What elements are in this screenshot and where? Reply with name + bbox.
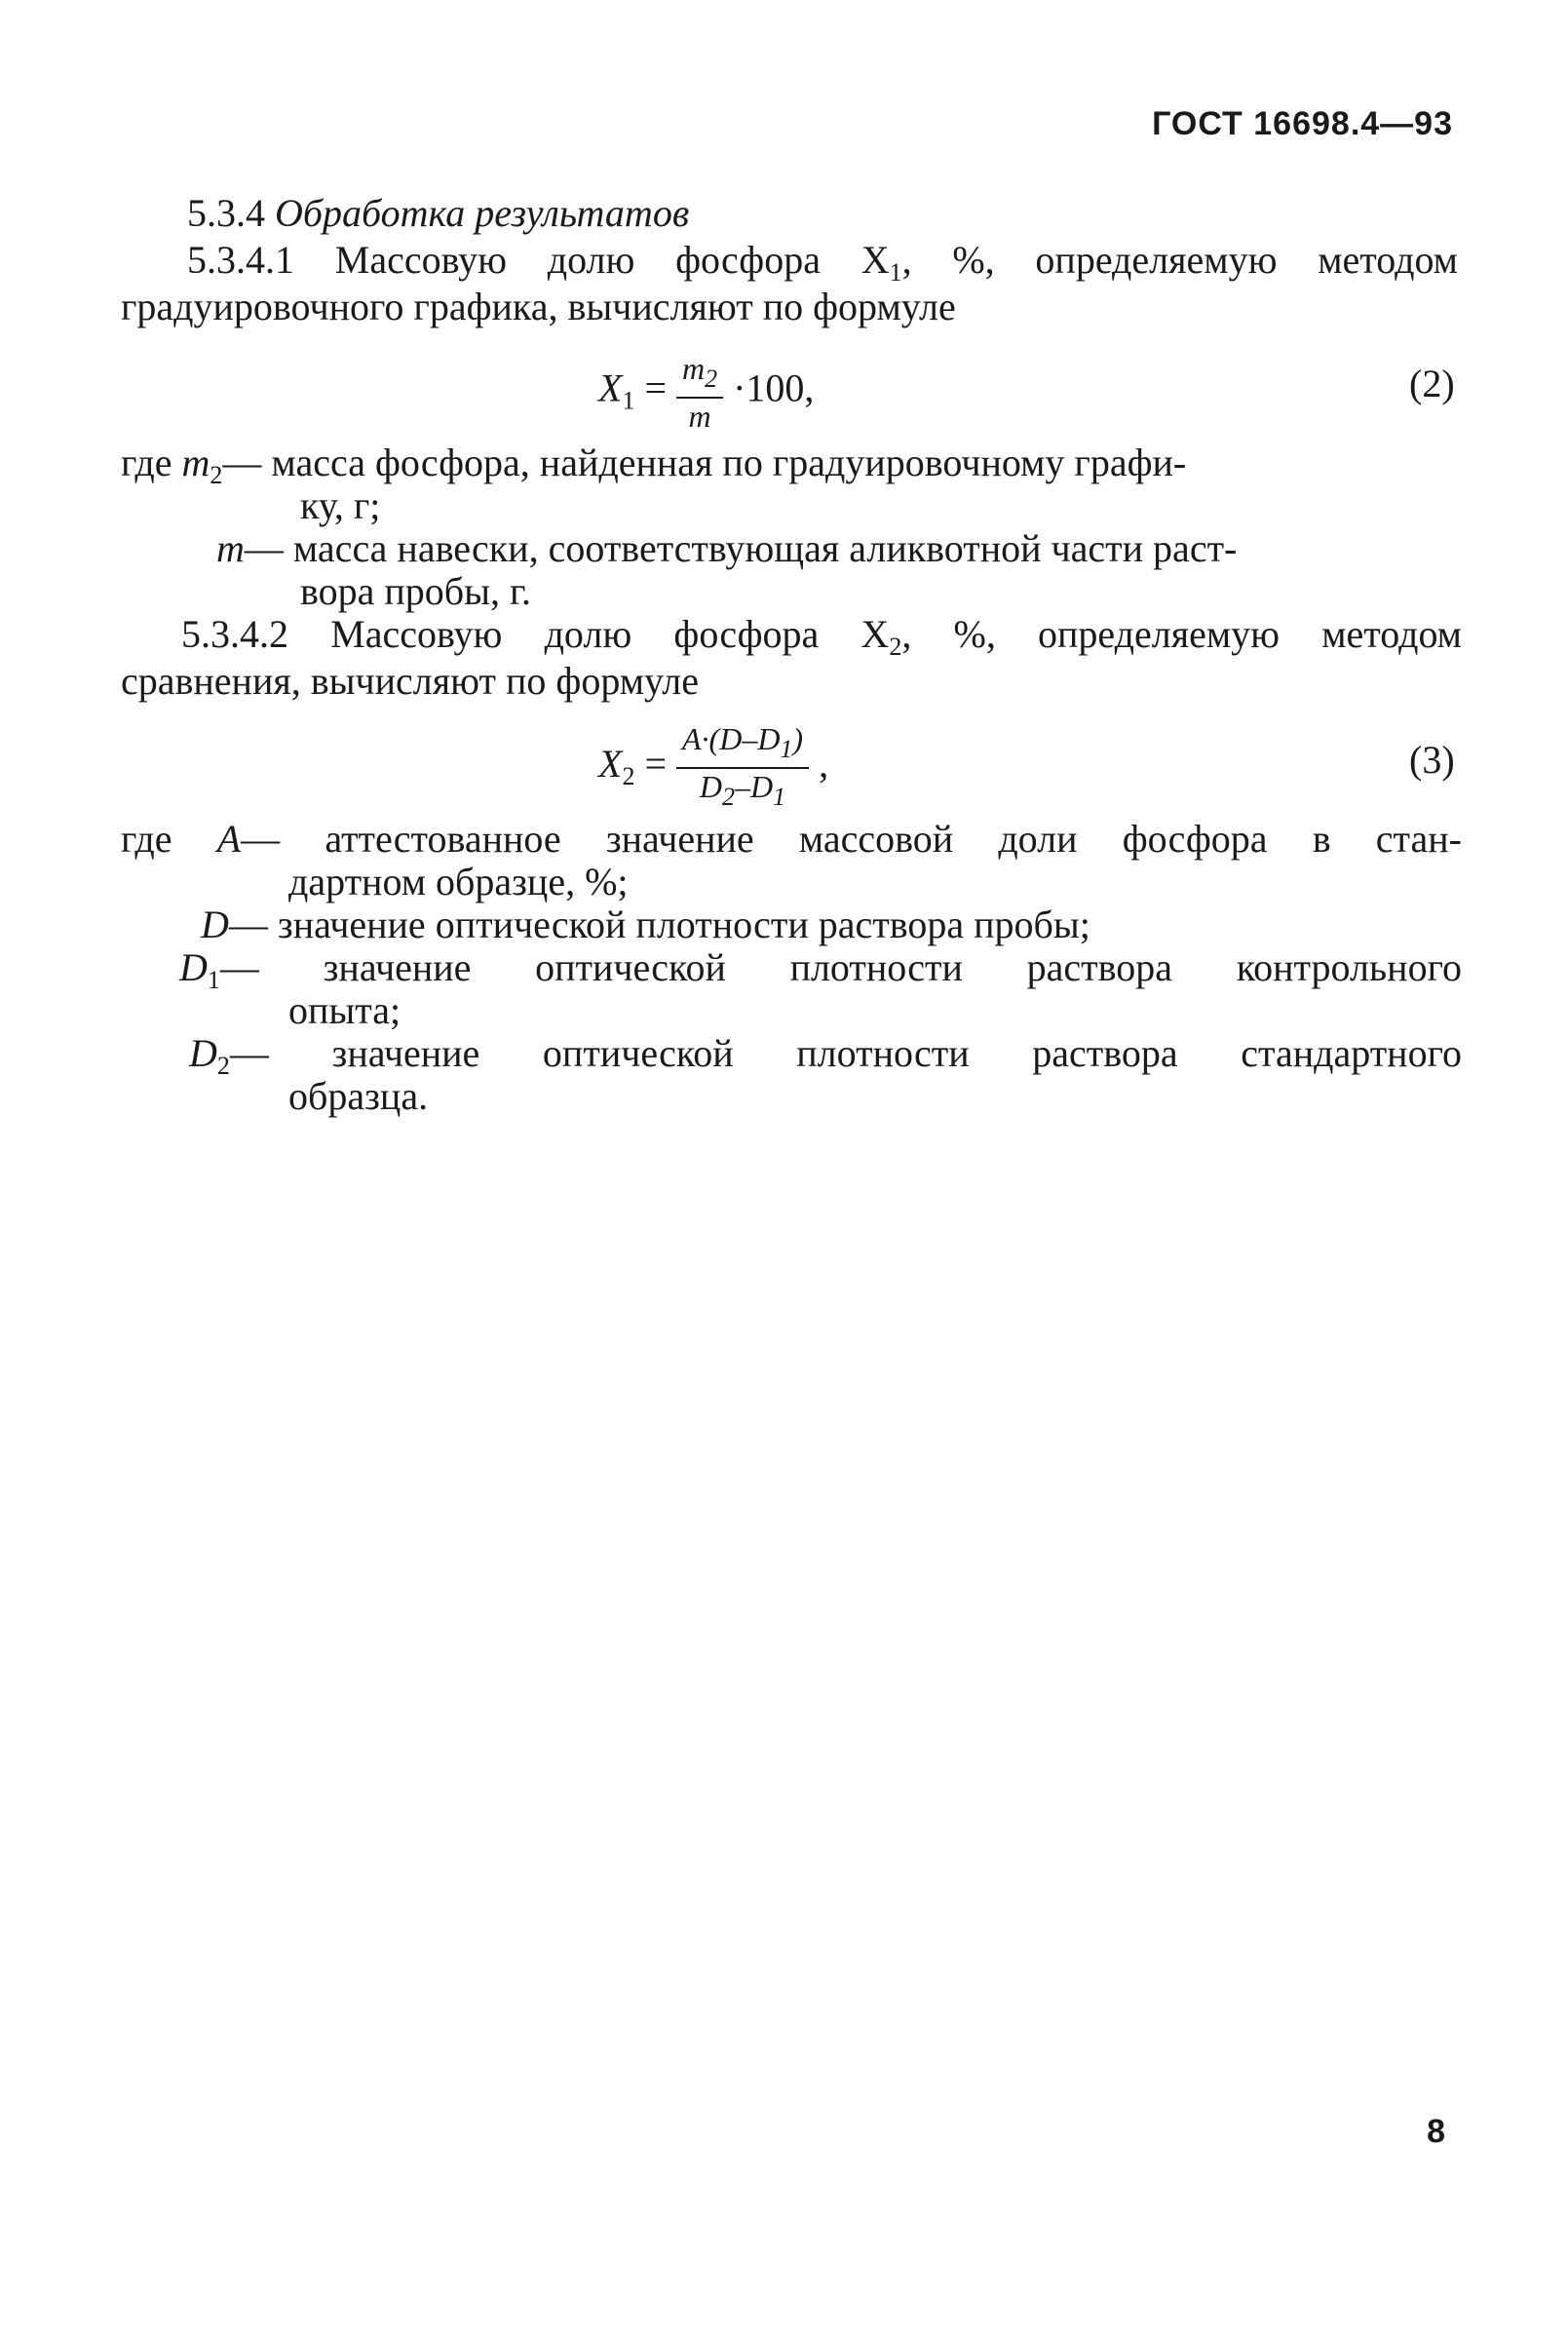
where-2-m2-cont: ку, г; [300,483,381,527]
document-header: ГОСТ 16698.4—93 [1152,105,1453,142]
formula-2-fraction: $\frac{m_2}{m}$ [676,351,723,434]
paragraph-5-3-4-1-line1: 5.3.4.1 Массовую долю фосфора $X_1$, %, определяемую методом [187,238,1458,287]
where-3-D1-cont: опыта; [288,988,402,1032]
section-title: Обработка результатов [275,191,690,235]
formula-3-fraction: $\frac{A\cdot(D-D_1)}{D_2-D_1}$ [676,721,809,815]
where-2-m: m— масса навески, соответствующая аликвотной части раст- [216,526,1238,570]
where-3-D: D— значение оптической плотности раствора пробы; [201,903,1090,946]
where-2-m-cont: вора пробы, г. [300,569,531,613]
formula-2: $X_1$ = $\frac{m_2}{m}$ ·100, [598,351,815,434]
where-3-D2-cont: образца. [288,1074,429,1118]
where-3-D2: $D_2—$ значение оптической плотности раствора стандартного [189,1031,1462,1080]
where-3-D1: $D_1—$ значение оптической плотности раствора контрольного [179,945,1462,994]
paragraph-5-3-4-1-line2: градуировочного графика, вычисляют по формуле [121,285,956,328]
paragraph-5-3-4-2-line1: 5.3.4.2 Массовую долю фосфора $X_2$, %, определяемую методом [181,612,1462,661]
section-heading [187,191,689,236]
where-3-A: где A— аттестованное значение массовой доли фосфора в стан- [121,817,1462,861]
where-2-m2: где $m_2—$ масса фосфора, найденная по градуировочному графи- [121,441,1187,489]
paragraph-5-3-4-2-line2: сравнения, вычисляют по формуле [121,659,699,703]
formula-3: $X_2$ = $\frac{A\cdot(D-D_1)}{D_2-D_1}$ , [598,721,828,815]
section-number: 5.3.4 [187,191,265,235]
equation-number-3: (3) [1409,738,1455,782]
where-3-A-cont: дартном образце, %; [288,860,629,903]
equation-number-2: (2) [1409,362,1455,405]
page-number: 8 [1427,2113,1445,2150]
